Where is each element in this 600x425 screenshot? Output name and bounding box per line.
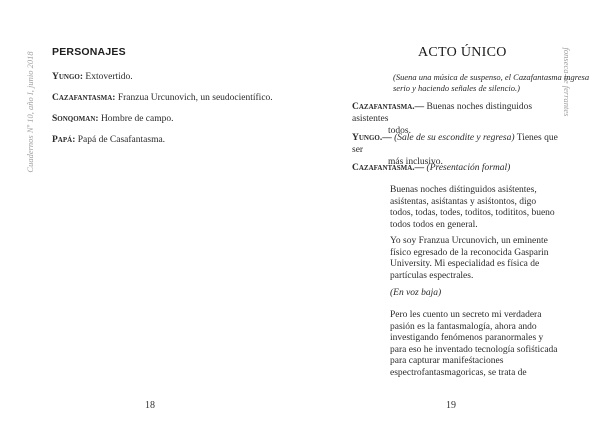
character-description: Extovertido. [83, 72, 133, 82]
character-name: Yungo: [52, 72, 84, 82]
character-description: Papá de Casafantasma. [75, 135, 166, 145]
paragraph: Buenas noches diśtinguidos asiśtentes, asiśtentas, asiśtantas y asiśtontos, digo todos, todas, todes, toditos, todititos, bueno todos todos en general. [390, 185, 555, 230]
character-entry [52, 135, 165, 145]
character-description: Hombre de campo. [98, 114, 174, 124]
character-name: Sonqoman: [52, 114, 99, 124]
inline-direction: (Sale de su escondite y regresa) [391, 133, 515, 143]
speech-line [352, 162, 560, 174]
section-title: PERSONAJES [52, 46, 126, 58]
paragraph: Pero les cuento un secreto mi verdadera pasión es la fantasmalogía, ahora ando investigando fenómenos paranormales y para eso he inventado tecnología sofiśticada para capturar manifeśtaciones espectrofantasmagoricas, se trata de [390, 310, 558, 378]
speech-continuation: más inclusivo. [388, 157, 443, 167]
character-name: Cazafantasma: [52, 93, 116, 103]
act-title: ACTO ÚNICO [418, 45, 507, 60]
inline-stage-direction: (En voz baja) [390, 288, 442, 298]
speaker-name: Cazafantasma.— [352, 102, 425, 112]
stage-direction: (Suena una música de suspenso, el Cazafantasma ingresa serio y haciendo señales de silencio.) [393, 72, 590, 93]
speech-text: Tienes que ser [352, 133, 558, 155]
speech-continuation: todos. [388, 126, 411, 136]
running-head-left: Cuadernos Nº 10, año I, junio 2018 [25, 51, 35, 173]
page-number-right: 19 [446, 400, 456, 411]
speaker-name: Cazafantasma.— [352, 163, 425, 173]
inline-direction: (Presentación formal) [424, 163, 511, 173]
character-entry [52, 72, 133, 82]
page-number-left: 18 [145, 400, 155, 411]
speech-text: Buenas noches distinguidos asistentes [352, 102, 533, 124]
paragraph: Yo soy Franzua Urcunovich, un eminente físico egresado de la reconocida Gasparin University. Mi especialidad es física de partículas espectrales. [390, 236, 549, 281]
character-name: Papá: [52, 135, 76, 145]
speaker-name: Yungo.— [352, 133, 392, 143]
running-head-right: fonseca de ferrantes [562, 47, 572, 117]
character-entry [52, 114, 173, 124]
character-entry [52, 93, 273, 103]
character-description: Franzua Urcunovich, un seudocientífico. [115, 93, 273, 103]
